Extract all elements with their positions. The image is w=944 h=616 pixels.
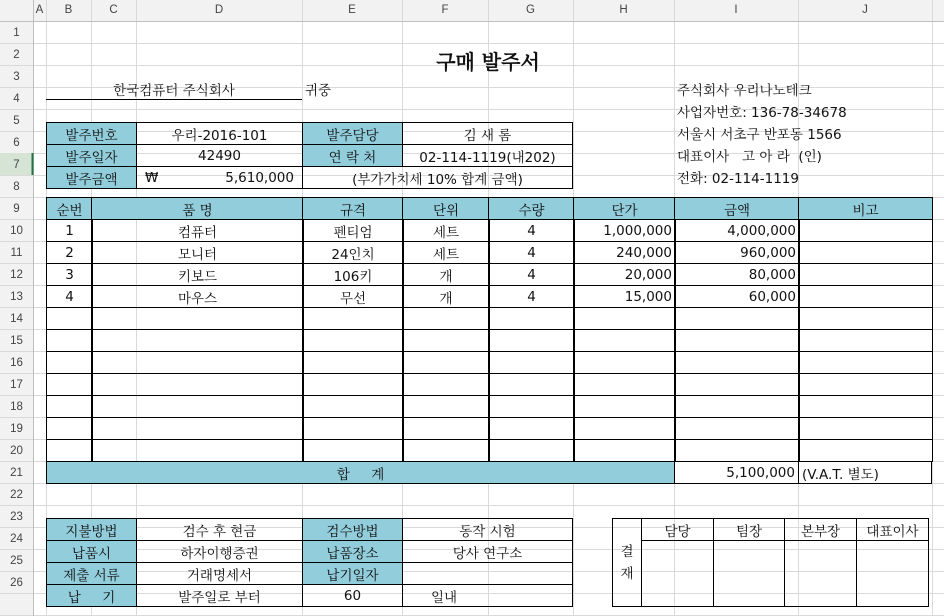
table-empty-cell[interactable] [46,417,93,440]
table-empty-cell[interactable] [46,351,93,374]
approval-sign-division-head[interactable] [784,540,857,607]
table-empty-cell[interactable] [488,373,575,396]
row-header-17[interactable]: 17 [10,379,23,391]
table-cell-name[interactable]: 마우스 [91,285,304,308]
column-header-h[interactable]: H [619,4,628,16]
order-amount-cell[interactable] [136,166,303,189]
table-cell-no[interactable]: 1 [46,219,93,242]
column-header-c[interactable]: C [109,4,118,16]
supplier-name[interactable]: 주식회사 우리나노테크 [677,83,812,99]
approval-sign-staff[interactable] [641,540,714,607]
recipient-company[interactable]: 한국컴퓨터 주식회사 [46,78,302,100]
recipient-honorific[interactable]: 귀중 [305,83,332,99]
table-empty-cell[interactable] [91,439,304,462]
table-cell-unit[interactable]: 개 [402,263,490,286]
table-empty-cell[interactable] [573,329,676,352]
table-empty-cell[interactable] [402,329,490,352]
row-header-18[interactable]: 18 [10,401,23,413]
order-amount-label[interactable]: 발주금액 [46,166,137,189]
table-cell-price[interactable]: 15,000 [573,285,676,308]
table-empty-cell[interactable] [302,417,404,440]
table-empty-cell[interactable] [46,439,93,462]
table-empty-cell[interactable] [674,439,800,462]
place-value[interactable]: 당사 연구소 [402,540,573,563]
table-cell-qty[interactable]: 4 [488,263,575,286]
table-empty-cell[interactable] [573,395,676,418]
table-empty-cell[interactable] [302,329,404,352]
approval-label[interactable]: 결 재 [612,518,642,607]
row-header-24[interactable]: 24 [10,533,23,545]
order-date-label[interactable]: 발주일자 [46,144,137,167]
table-cell-no[interactable]: 2 [46,241,93,264]
table-empty-cell[interactable] [402,417,490,440]
table-empty-cell[interactable] [488,329,575,352]
deliverer-label[interactable]: 납품시 [46,540,137,563]
column-header-f[interactable]: F [441,4,449,16]
table-empty-cell[interactable] [46,373,93,396]
table-cell-spec[interactable]: 펜티엄 [302,219,404,242]
table-cell-price[interactable]: 1,000,000 [573,219,676,242]
table-empty-cell[interactable] [488,439,575,462]
table-empty-cell[interactable] [674,307,800,330]
table-empty-cell[interactable] [46,307,93,330]
row-header-12[interactable]: 12 [10,269,23,281]
table-empty-cell[interactable] [488,417,575,440]
approval-role-team-lead[interactable]: 팀장 [713,518,785,541]
table-header-price[interactable]: 단가 [573,197,676,220]
table-empty-cell[interactable] [302,395,404,418]
row-header-8[interactable]: 8 [13,181,20,193]
currency-symbol: ₩ [145,169,159,186]
row-header-5[interactable]: 5 [13,115,20,127]
row-header-1[interactable]: 1 [13,27,20,39]
order-contact-label[interactable]: 연 락 처 [302,144,403,167]
order-contact-value[interactable]: 02-114-1119(내202) [402,144,573,167]
docs-label[interactable]: 제출 서류 [46,562,137,585]
table-cell-price[interactable]: 20,000 [573,263,676,286]
order-date-value[interactable]: 42490 [136,144,303,167]
inspect-label[interactable]: 검수방법 [302,518,403,541]
table-empty-cell[interactable] [798,373,933,396]
supplier-ceo[interactable]: 대표이사 고 아 라 (인) [677,149,822,165]
table-cell-note[interactable] [798,285,933,308]
table-empty-cell[interactable] [402,307,490,330]
table-header-no[interactable]: 순번 [46,197,93,220]
table-empty-cell[interactable] [302,373,404,396]
table-cell-unit[interactable]: 개 [402,285,490,308]
table-empty-cell[interactable] [674,329,800,352]
document-title[interactable]: 구매 발주서 [436,49,540,74]
lead-unit[interactable]: 일내 [402,584,573,607]
table-empty-cell[interactable] [46,395,93,418]
table-empty-cell[interactable] [46,329,93,352]
table-empty-cell[interactable] [573,439,676,462]
table-empty-cell[interactable] [488,351,575,374]
table-empty-cell[interactable] [302,439,404,462]
table-empty-cell[interactable] [674,417,800,440]
table-empty-cell[interactable] [798,417,933,440]
table-empty-cell[interactable] [402,439,490,462]
order-manager-value[interactable]: 김 새 롬 [402,122,573,145]
supplier-phone[interactable]: 전화: 02-114-1119 [677,171,799,187]
table-empty-cell[interactable] [91,373,304,396]
table-header-unit[interactable]: 단위 [402,197,490,220]
table-cell-price[interactable]: 240,000 [573,241,676,264]
column-header-e[interactable]: E [348,4,356,16]
table-empty-cell[interactable] [798,307,933,330]
order-amount-value: 5,610,000 [225,169,294,186]
approval-sign-team-lead[interactable] [713,540,785,607]
table-cell-note[interactable] [798,241,933,264]
column-header-g[interactable]: G [526,4,535,16]
table-cell-amount[interactable]: 80,000 [674,263,800,286]
payment-label[interactable]: 지불방법 [46,518,137,541]
table-empty-cell[interactable] [798,395,933,418]
row-header-14[interactable]: 14 [10,313,23,325]
approval-role-staff[interactable]: 담당 [641,518,714,541]
supplier-reg-no[interactable]: 사업자번호: 136-78-34678 [677,105,847,121]
column-header-b[interactable]: B [64,4,73,16]
table-cell-unit[interactable]: 세트 [402,241,490,264]
table-empty-cell[interactable] [573,307,676,330]
approval-sign-ceo[interactable] [856,540,929,607]
table-cell-amount[interactable]: 960,000 [674,241,800,264]
table-header-name[interactable]: 품 명 [91,197,304,220]
row-header-4[interactable]: 4 [13,93,20,105]
table-cell-unit[interactable]: 세트 [402,219,490,242]
table-cell-qty[interactable]: 4 [488,285,575,308]
row-header-7[interactable]: 7 [13,159,20,171]
table-cell-note[interactable] [798,219,933,242]
row-header-20[interactable]: 20 [10,445,23,457]
table-cell-amount[interactable]: 60,000 [674,285,800,308]
row-header-19[interactable]: 19 [10,423,23,435]
due-label[interactable]: 납기일자 [302,562,403,585]
table-empty-cell[interactable] [674,373,800,396]
table-cell-qty[interactable]: 4 [488,219,575,242]
table-cell-name[interactable]: 키보드 [91,263,304,286]
table-empty-cell[interactable] [91,395,304,418]
table-cell-qty[interactable]: 4 [488,241,575,264]
table-empty-cell[interactable] [402,373,490,396]
payment-value[interactable]: 검수 후 현금 [136,518,303,541]
column-header-d[interactable]: D [214,4,224,16]
deliverer-value[interactable]: 하자이행증권 [136,540,303,563]
table-cell-amount[interactable]: 4,000,000 [674,219,800,242]
row-header-3[interactable]: 3 [13,71,20,83]
supplier-address[interactable]: 서울시 서초구 반포동 1566 [677,127,842,143]
table-empty-cell[interactable] [573,373,676,396]
row-header-2[interactable]: 2 [13,49,20,61]
table-empty-cell[interactable] [798,329,933,352]
place-label[interactable]: 납품장소 [302,540,403,563]
table-cell-name[interactable]: 모니터 [91,241,304,264]
table-empty-cell[interactable] [674,351,800,374]
table-empty-cell[interactable] [402,351,490,374]
table-empty-cell[interactable] [798,439,933,462]
table-empty-cell[interactable] [488,307,575,330]
table-header-amount[interactable]: 금액 [674,197,800,220]
table-empty-cell[interactable] [91,307,304,330]
inspect-value[interactable]: 동작 시험 [402,518,573,541]
table-cell-no[interactable]: 3 [46,263,93,286]
table-empty-cell[interactable] [674,395,800,418]
lead-days[interactable]: 60 [302,584,403,607]
order-no-label[interactable]: 발주번호 [46,122,137,145]
table-cell-spec[interactable]: 무선 [302,285,404,308]
row-header-6[interactable]: 6 [13,137,20,149]
column-header-i[interactable]: I [734,4,738,16]
vat-note[interactable]: (부가가치세 10% 합계 금액) [302,166,573,189]
table-empty-cell[interactable] [798,351,933,374]
table-empty-cell[interactable] [91,417,304,440]
table-empty-cell[interactable] [91,329,304,352]
approval-role-ceo[interactable]: 대표이사 [856,518,929,541]
table-empty-cell[interactable] [573,417,676,440]
table-cell-note[interactable] [798,263,933,286]
column-header-a[interactable]: A [35,4,44,16]
table-cell-spec[interactable]: 24인치 [302,241,404,264]
table-cell-spec[interactable]: 106키 [302,263,404,286]
table-cell-no[interactable]: 4 [46,285,93,308]
table-empty-cell[interactable] [91,351,304,374]
order-no-value[interactable]: 우리-2016-101 [136,122,303,145]
due-value[interactable] [402,562,573,585]
table-empty-cell[interactable] [573,351,676,374]
lead-from[interactable]: 발주일로 부터 [136,584,303,607]
order-manager-label[interactable]: 발주담당 [302,122,403,145]
approval-role-division-head[interactable]: 본부장 [784,518,857,541]
total-label[interactable]: 합 계 [46,461,675,484]
row-header-16[interactable]: 16 [10,357,23,369]
table-header-qty[interactable]: 수량 [488,197,575,220]
row-header-9[interactable]: 9 [13,203,20,215]
row-header-21[interactable]: 21 [10,467,23,479]
row-header-10[interactable]: 10 [10,225,23,237]
table-empty-cell[interactable] [302,351,404,374]
row-header-13[interactable]: 13 [10,291,23,303]
total-note[interactable]: (V.A.T. 별도) [798,461,932,484]
lead-label[interactable]: 납 기 [46,584,137,607]
table-empty-cell[interactable] [488,395,575,418]
row-header-15[interactable]: 15 [10,335,23,347]
table-header-spec[interactable]: 규격 [302,197,404,220]
table-header-note[interactable]: 비고 [798,197,933,220]
table-empty-cell[interactable] [302,307,404,330]
row-header-25[interactable]: 25 [10,555,23,567]
row-header-23[interactable]: 23 [10,511,23,523]
docs-value[interactable]: 거래명세서 [136,562,303,585]
table-empty-cell[interactable] [402,395,490,418]
table-cell-name[interactable]: 컴퓨터 [91,219,304,242]
row-header-26[interactable]: 26 [10,577,23,589]
column-header-j[interactable]: J [862,4,868,16]
row-header-11[interactable]: 11 [10,247,23,259]
row-header-22[interactable]: 22 [10,489,23,501]
total-value[interactable]: 5,100,000 [674,461,799,484]
